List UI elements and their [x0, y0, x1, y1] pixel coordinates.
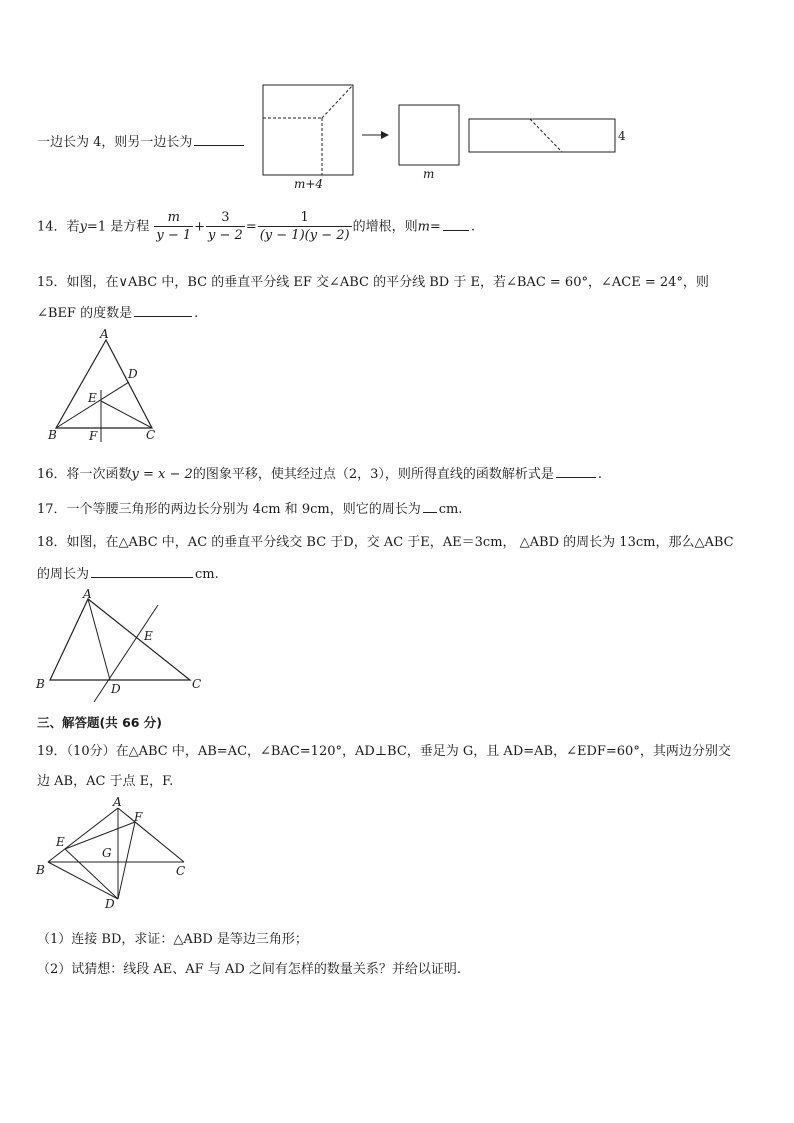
answer-blank[interactable]: [194, 144, 244, 146]
dashed-line: [530, 119, 562, 152]
section-three-title: 三、解答题(共 66 分): [37, 715, 163, 730]
answer-blank[interactable]: [134, 315, 192, 317]
long-rectangle: [469, 119, 615, 152]
q19-part2: （2）试猜想：线段 AE、AF 与 AD 之间有怎样的数量关系？并给以证明.: [37, 962, 462, 977]
bisector-bd: [56, 382, 129, 428]
label-c: C: [146, 428, 156, 442]
small-square-label: m: [423, 167, 435, 181]
triangle-abc: [56, 340, 152, 428]
segment-ad: [88, 599, 110, 680]
label-b: B: [36, 677, 45, 691]
label-d: D: [128, 367, 138, 381]
big-square-label: m+4: [294, 177, 324, 191]
fraction-1-over-product: $\frac{1}{(y - 1)(y - 2)}$: [259, 210, 350, 243]
q15-triangle-figure: [40, 328, 170, 446]
label-e: E: [88, 391, 97, 405]
label-f: F: [134, 810, 143, 824]
q19-part1: （1）连接 BD，求证：△ABD 是等边三角形；: [37, 932, 308, 947]
triangle-abc: [50, 599, 190, 680]
linear-function: y = x − 2: [131, 467, 193, 482]
small-square: [399, 105, 459, 165]
rect-side-label: 4: [618, 129, 626, 143]
q13-figure: [250, 80, 640, 190]
q15-line2: ∠BEF 的度数是 .: [37, 306, 199, 321]
segment-bd: [48, 862, 118, 899]
label-f: F: [89, 429, 98, 443]
q18-triangle-figure: [34, 585, 214, 700]
label-c: C: [192, 677, 202, 691]
answer-blank[interactable]: [423, 511, 437, 513]
label-c: C: [176, 864, 186, 878]
q19-line1: 19．（10分）在△ABC 中，AB=AC，∠BAC=120°，AD⊥BC，垂足为 G，且 AD=AB，∠EDF=60°，其两边分别交: [37, 744, 731, 759]
q19-triangle-figure: [34, 795, 194, 910]
label-g: G: [102, 846, 112, 860]
label-e: E: [56, 835, 65, 849]
label-d: D: [105, 897, 115, 911]
q18-line1: 18．如图，在△ABC 中，AC 的垂直平分线交 BC 于D，交 AC 于E，AE＝3cm， △ABD 的周长为 13cm，那么△ABC: [37, 535, 734, 550]
perpendicular-bisector-de: [94, 605, 158, 702]
label-d: D: [111, 682, 121, 696]
answer-blank[interactable]: [443, 229, 469, 231]
label-b: B: [36, 863, 45, 877]
q19-line2: 边 AB，AC 于点 E，F.: [37, 774, 174, 789]
label-b: B: [48, 428, 57, 442]
label-e: E: [144, 629, 153, 643]
arrow-head: [381, 131, 389, 139]
label-a: A: [83, 587, 92, 601]
label-a: A: [100, 327, 109, 341]
label-a: A: [113, 795, 122, 809]
segment-ef: [65, 822, 135, 849]
fraction-m-over-y-1: $\frac{m}{y - 1}$: [156, 210, 192, 243]
q14-line: 14．若y=1 是方程 $\frac{m}{y - 1}$ + $\frac{3}{y - 2}$ = $\frac{1}{(y - 1)(y - 2)}$ 的增根，则m= .: [37, 210, 475, 243]
big-square: [263, 85, 353, 175]
fraction-3-over-y-2: $\frac{3}{y - 2}$: [208, 210, 243, 243]
q15-line1: 15．如图，在∨ABC 中，BC 的垂直平分线 EF 交∠ABC 的平分线 BD 于 E，若∠BAC = 60°，∠ACE = 24°，则: [37, 275, 709, 290]
dashed-line: [322, 85, 353, 118]
q13-tail-text: 一边长为 4，则另一边长为: [37, 131, 246, 150]
segment-df: [118, 822, 135, 899]
q18-line2: 的周长为 cm.: [37, 567, 219, 582]
answer-blank[interactable]: [91, 576, 193, 578]
q17-line: 17．一个等腰三角形的两边长分别为 4cm 和 9cm，则它的周长为 cm.: [37, 502, 463, 517]
answer-blank[interactable]: [556, 476, 596, 478]
q16-line: 16．将一次函数y = x − 2的图象平移，使其经过点（2，3），则所得直线的函数解析式是 .: [37, 467, 602, 482]
